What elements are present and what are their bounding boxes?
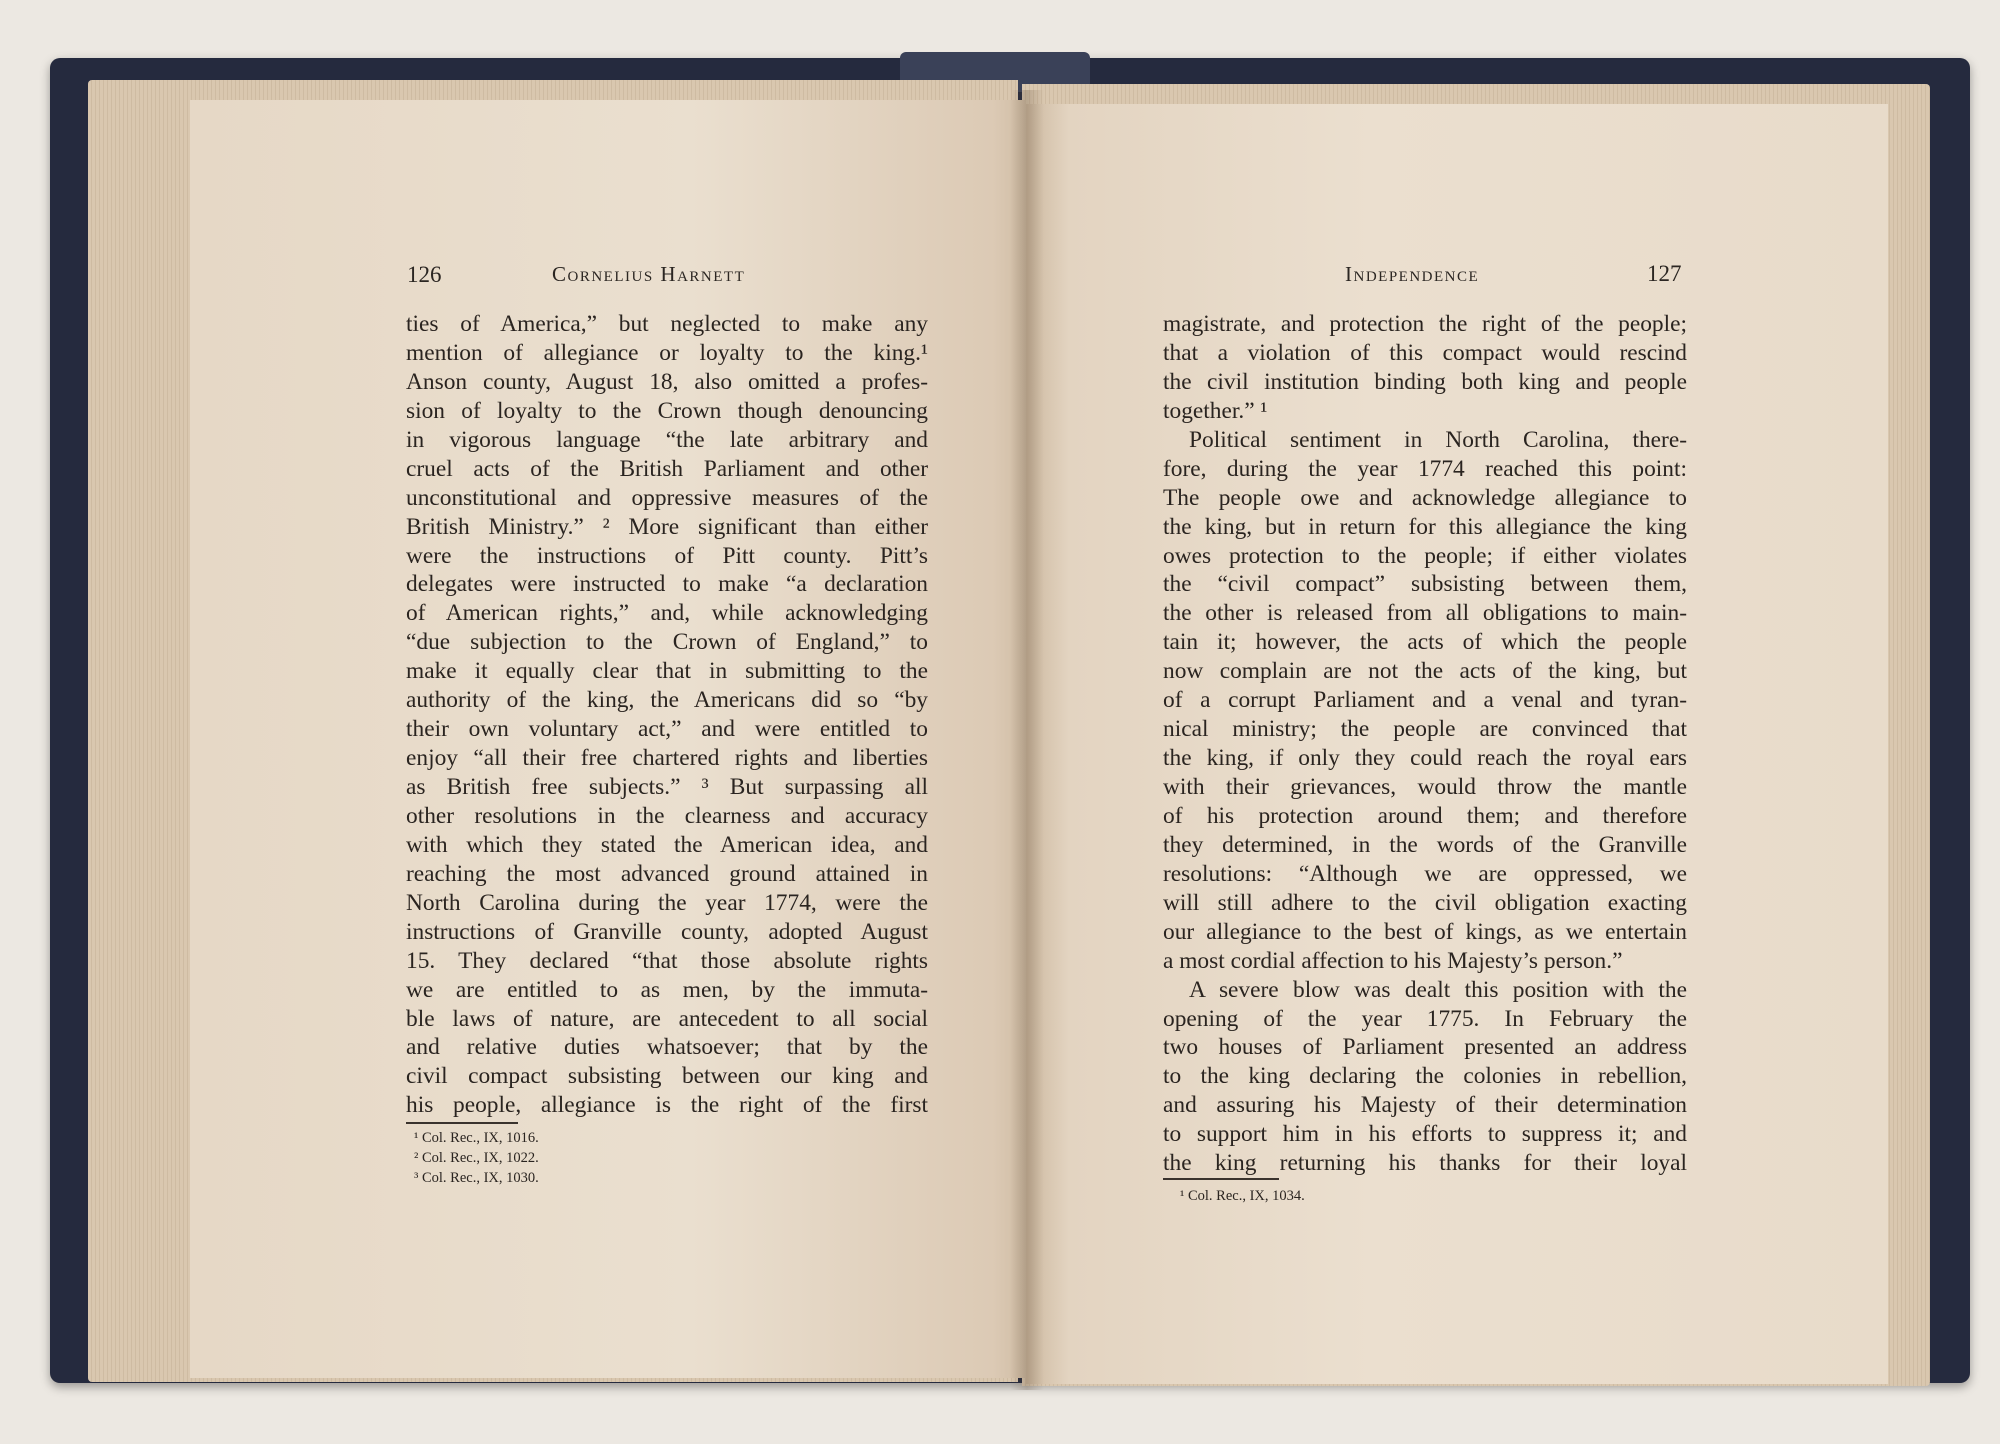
footnote: ³ Col. Rec., IX, 1030. <box>414 1170 539 1186</box>
footnote: ² Col. Rec., IX, 1022. <box>414 1150 539 1166</box>
text-line: other resolutions in the clearness and accuracy <box>406 802 928 829</box>
text-line: to support him in his efforts to suppress it; and <box>1163 1121 1687 1148</box>
text-line: with their grievances, would throw the mantle <box>1163 774 1687 800</box>
right-page-body <box>1163 310 1687 1178</box>
text-line: the other is released from all obligations to main- <box>1163 600 1687 627</box>
text-line: and relative duties whatsoever; that by the <box>406 1034 928 1061</box>
text-line: tain it; however, the acts of which the people <box>1163 629 1687 656</box>
text-line: their own voluntary act,” and were entitled to <box>406 716 928 743</box>
text-line: delegates were instructed to make “a declaration <box>406 571 928 598</box>
text-line: in vigorous language “the late arbitrary and <box>406 426 928 453</box>
text-line: that a violation of this compact would rescind <box>1163 339 1687 366</box>
left-page-body <box>406 310 928 1120</box>
left-footnotes <box>414 1128 539 1188</box>
text-line: A severe blow was dealt this position with the <box>1189 976 1687 1003</box>
book-gutter <box>1010 90 1044 1390</box>
text-line: and assuring his Majesty of their determination <box>1163 1092 1687 1119</box>
text-line: sion of loyalty to the Crown though denouncing <box>406 397 928 424</box>
text-line: reaching the most advanced ground attained in <box>406 860 928 887</box>
text-line: of his protection around them; and therefore <box>1163 802 1687 829</box>
text-line: instructions of Granville county, adopted August <box>406 918 928 945</box>
text-line: authority of the king, the Americans did so “by <box>406 687 928 714</box>
text-line: they determined, in the words of the Granville <box>1163 831 1687 858</box>
text-line: Political sentiment in North Carolina, there- <box>1189 426 1687 453</box>
right-footnote-rule <box>1163 1178 1279 1180</box>
text-line: Anson county, August 18, also omitted a profes- <box>406 368 928 395</box>
text-line: we are entitled to as men, by the immuta- <box>406 976 928 1003</box>
text-line: owes protection to the people; if either violates <box>1163 542 1687 569</box>
right-footnotes <box>1180 1186 1305 1206</box>
text-line: magistrate, and protection the right of the people; <box>1163 311 1687 337</box>
text-line: cruel acts of the British Parliament and other <box>406 455 928 482</box>
text-line: our allegiance to the best of kings, as we entertain <box>1163 918 1687 945</box>
text-line: now complain are not the acts of the king, but <box>1163 658 1687 685</box>
text-line: The people owe and acknowledge allegiance to <box>1163 484 1687 511</box>
text-line: to the king declaring the colonies in rebellion, <box>1163 1063 1687 1090</box>
text-line: civil compact subsisting between our king and <box>406 1063 928 1090</box>
left-running-head: Cornelius Harnett <box>552 262 746 286</box>
text-line: ble laws of nature, are antecedent to all social <box>406 1005 928 1032</box>
text-line: resolutions: “Although we are oppressed, we <box>1163 860 1687 887</box>
text-line: 15. They declared “that those absolute rights <box>406 947 928 974</box>
text-line: enjoy “all their free chartered rights and liberties <box>406 745 928 772</box>
text-line: a most cordial affection to his Majesty’s person.” <box>1163 947 1623 974</box>
text-line: opening of the year 1775. In February the <box>1163 1005 1687 1032</box>
text-line: the king returning his thanks for their loyal <box>1163 1150 1687 1177</box>
text-line: the king, but in return for this allegiance the king <box>1163 513 1687 540</box>
text-line: the civil institution binding both king and people <box>1163 368 1687 395</box>
text-line: British Ministry.” ² More significant than either <box>406 513 928 540</box>
text-line: make it equally clear that in submitting to the <box>406 658 928 685</box>
text-line: were the instructions of Pitt county. Pitt’s <box>406 542 928 569</box>
text-line: “due subjection to the Crown of England,” to <box>406 629 928 656</box>
text-line: his people, allegiance is the right of the first <box>406 1092 928 1119</box>
text-line: ties of America,” but neglected to make any <box>406 311 928 337</box>
text-line: unconstitutional and oppressive measures of the <box>406 484 928 511</box>
text-line: nical ministry; the people are convinced that <box>1163 716 1687 743</box>
text-line: of a corrupt Parliament and a venal and tyran- <box>1163 687 1687 714</box>
text-line: of American rights,” and, while acknowledging <box>406 600 928 627</box>
footnote: ¹ Col. Rec., IX, 1016. <box>414 1130 539 1146</box>
text-line: the “civil compact” subsisting between them, <box>1163 571 1687 598</box>
text-line: with which they stated the American idea, and <box>406 831 928 858</box>
left-page-number: 126 <box>407 262 442 287</box>
left-footnote-rule <box>406 1122 518 1124</box>
footnote: ¹ Col. Rec., IX, 1034. <box>1180 1188 1305 1204</box>
text-line: as British free subjects.” ³ But surpassing all <box>406 774 928 800</box>
text-line: two houses of Parliament presented an address <box>1163 1034 1687 1061</box>
text-line: North Carolina during the year 1774, were the <box>406 889 928 916</box>
text-line: fore, during the year 1774 reached this point: <box>1163 455 1687 482</box>
text-line: the king, if only they could reach the royal ears <box>1163 745 1687 772</box>
text-line: mention of allegiance or loyalty to the king.¹ <box>406 339 928 366</box>
text-line: together.” ¹ <box>1163 397 1268 424</box>
right-running-head: Independence <box>1345 262 1480 286</box>
text-line: will still adhere to the civil obligation exacting <box>1163 889 1687 916</box>
right-page-number: 127 <box>1647 261 1682 286</box>
